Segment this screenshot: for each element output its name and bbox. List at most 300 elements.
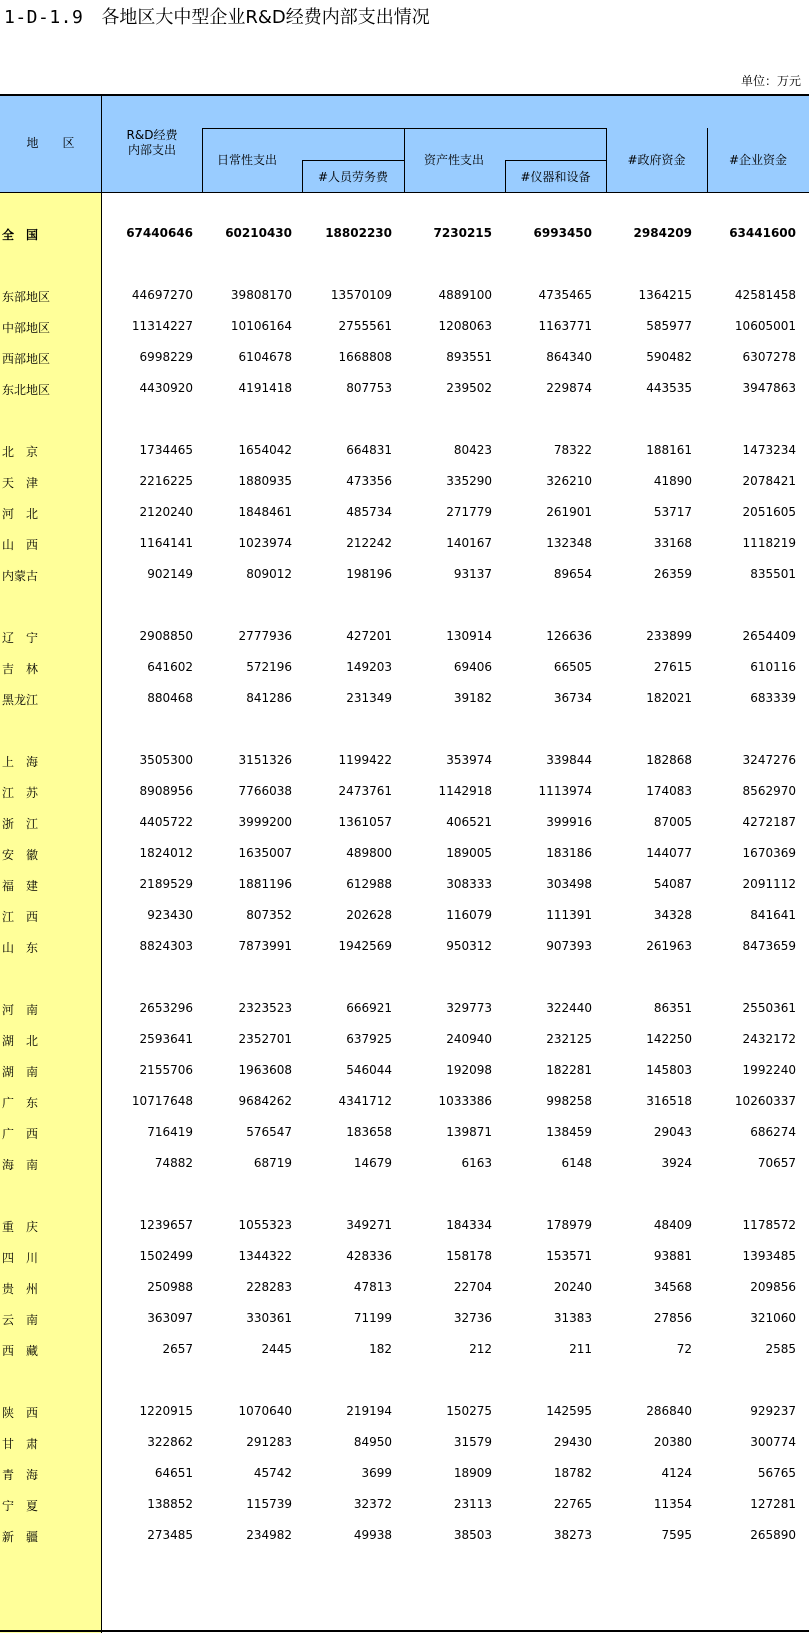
region-name: 广 西	[2, 1127, 39, 1141]
region-name: 内蒙古	[2, 569, 39, 583]
cell-rd-total: 1220915	[139, 1404, 193, 1418]
table-row	[0, 1247, 809, 1267]
cell-rd-total: 1164141	[139, 536, 193, 550]
cell-equipment: 182281	[546, 1063, 592, 1077]
cell-labor: 2755561	[338, 319, 392, 333]
cell-gov: 86351	[653, 1001, 692, 1015]
cell-labor: 231349	[346, 691, 392, 705]
cell-rd-total: 902149	[147, 567, 193, 581]
cell-gov: 182021	[646, 691, 692, 705]
table-row	[0, 1154, 809, 1174]
cell-labor: 149203	[346, 660, 392, 674]
cell-labor: 18802230	[325, 226, 392, 240]
region-name: 广 东	[2, 1096, 39, 1110]
cell-rd-total: 4430920	[139, 381, 193, 395]
region-name: 江 苏	[2, 786, 39, 800]
cell-labor: 637925	[346, 1032, 392, 1046]
subline-equipment	[505, 160, 606, 161]
cell-enterprise: 3947863	[742, 381, 796, 395]
cell-gov: 585977	[646, 319, 692, 333]
region-name: 安 徽	[2, 848, 39, 862]
header-enterprise: #企业资金	[728, 153, 788, 167]
cell-daily: 45742	[253, 1466, 292, 1480]
table-row	[0, 441, 809, 461]
region-name: 青 海	[2, 1468, 39, 1482]
cell-asset: 950312	[446, 939, 492, 953]
cell-gov: 188161	[646, 443, 692, 457]
cell-rd-total: 2593641	[139, 1032, 193, 1046]
cell-gov: 7595	[661, 1528, 692, 1542]
cell-labor: 612988	[346, 877, 392, 891]
cell-labor: 427201	[346, 629, 392, 643]
cell-equipment: 132348	[546, 536, 592, 550]
cell-daily: 1635007	[238, 846, 292, 860]
cell-rd-total: 3505300	[139, 753, 193, 767]
cell-equipment: 153571	[546, 1249, 592, 1263]
cell-equipment: 178979	[546, 1218, 592, 1232]
cell-asset: 406521	[446, 815, 492, 829]
region-name: 重 庆	[2, 1220, 39, 1234]
cell-labor: 666921	[346, 1001, 392, 1015]
table-row	[0, 782, 809, 802]
cell-labor: 183658	[346, 1125, 392, 1139]
cell-equipment: 183186	[546, 846, 592, 860]
cell-rd-total: 1824012	[139, 846, 193, 860]
cell-enterprise: 835501	[750, 567, 796, 581]
cell-daily: 2352701	[238, 1032, 292, 1046]
cell-rd-total: 641602	[147, 660, 193, 674]
cell-daily: 1880935	[238, 474, 292, 488]
cell-daily: 291283	[246, 1435, 292, 1449]
table-row	[0, 472, 809, 492]
cell-asset: 22704	[453, 1280, 492, 1294]
region-name: 海 南	[2, 1158, 39, 1172]
table-row	[0, 1340, 809, 1360]
cell-equipment: 36734	[553, 691, 592, 705]
region-name: 甘 肃	[2, 1437, 39, 1451]
cell-enterprise: 1118219	[742, 536, 796, 550]
cell-asset: 353974	[446, 753, 492, 767]
cell-gov: 182868	[646, 753, 692, 767]
table-row	[0, 751, 809, 771]
table-row	[0, 1278, 809, 1298]
cell-labor: 473356	[346, 474, 392, 488]
region-name: 新 疆	[2, 1530, 39, 1544]
cell-gov: 286840	[646, 1404, 692, 1418]
cell-daily: 60210430	[225, 226, 292, 240]
cell-daily: 7873991	[238, 939, 292, 953]
cell-equipment: 31383	[553, 1311, 592, 1325]
cell-asset: 39182	[453, 691, 492, 705]
cell-equipment: 229874	[546, 381, 592, 395]
cell-rd-total: 2155706	[139, 1063, 193, 1077]
table-row	[0, 999, 809, 1019]
cell-gov: 87005	[653, 815, 692, 829]
cell-labor: 202628	[346, 908, 392, 922]
region-name: 陕 西	[2, 1406, 39, 1420]
cell-rd-total: 2216225	[139, 474, 193, 488]
cell-equipment: 864340	[546, 350, 592, 364]
cell-rd-total: 250988	[147, 1280, 193, 1294]
cell-daily: 1344322	[238, 1249, 292, 1263]
cell-equipment: 138459	[546, 1125, 592, 1139]
cell-equipment: 89654	[553, 567, 592, 581]
cell-gov: 443535	[646, 381, 692, 395]
cell-asset: 6163	[461, 1156, 492, 1170]
cell-gov: 34328	[653, 908, 692, 922]
table-title: 各地区大中型企业R&D经费内部支出情况	[101, 7, 430, 28]
table-row	[0, 534, 809, 554]
cell-daily: 572196	[246, 660, 292, 674]
cell-daily: 330361	[246, 1311, 292, 1325]
table-row	[0, 627, 809, 647]
region-name: 天 津	[2, 476, 39, 490]
cell-rd-total: 11314227	[131, 319, 193, 333]
unit-label: 单位：万元	[740, 74, 801, 88]
cell-gov: 145803	[646, 1063, 692, 1077]
cell-enterprise: 265890	[750, 1528, 796, 1542]
cell-rd-total: 74882	[154, 1156, 193, 1170]
region-name: 宁 夏	[2, 1499, 39, 1513]
cell-labor: 664831	[346, 443, 392, 457]
cell-gov: 20380	[653, 1435, 692, 1449]
table-row	[0, 224, 809, 244]
cell-asset: 239502	[446, 381, 492, 395]
region-name: 东北地区	[2, 383, 51, 397]
table-bottom-border	[0, 1630, 809, 1632]
cell-asset: 335290	[446, 474, 492, 488]
region-name: 上 海	[2, 755, 39, 769]
cell-equipment: 29430	[553, 1435, 592, 1449]
cell-daily: 7766038	[238, 784, 292, 798]
cell-rd-total: 44697270	[131, 288, 193, 302]
cell-rd-total: 2657	[162, 1342, 193, 1356]
cell-equipment: 20240	[553, 1280, 592, 1294]
cell-equipment: 399916	[546, 815, 592, 829]
cell-equipment: 907393	[546, 939, 592, 953]
cell-asset: 329773	[446, 1001, 492, 1015]
table-row	[0, 1092, 809, 1112]
cell-rd-total: 273485	[147, 1528, 193, 1542]
cell-labor: 13570109	[330, 288, 392, 302]
cell-labor: 198196	[346, 567, 392, 581]
header-daily: 日常性支出	[216, 153, 277, 167]
cell-rd-total: 2120240	[139, 505, 193, 519]
cell-gov: 27856	[653, 1311, 692, 1325]
cell-enterprise: 10260337	[734, 1094, 796, 1108]
cell-enterprise: 2585	[765, 1342, 796, 1356]
cell-asset: 189005	[446, 846, 492, 860]
cell-asset: 23113	[453, 1497, 492, 1511]
cell-labor: 84950	[353, 1435, 392, 1449]
cell-labor: 485734	[346, 505, 392, 519]
table-row	[0, 1216, 809, 1236]
cell-enterprise: 1393485	[742, 1249, 796, 1263]
region-name: 山 东	[2, 941, 39, 955]
cell-equipment: 1113974	[538, 784, 592, 798]
cell-daily: 807352	[246, 908, 292, 922]
cell-labor: 349271	[346, 1218, 392, 1232]
cell-equipment: 6148	[561, 1156, 592, 1170]
cell-enterprise: 2654409	[742, 629, 796, 643]
cell-asset: 80423	[453, 443, 492, 457]
table-row	[0, 1402, 809, 1422]
cell-equipment: 998258	[546, 1094, 592, 1108]
cell-equipment: 66505	[553, 660, 592, 674]
cell-daily: 3999200	[238, 815, 292, 829]
cell-gov: 261963	[646, 939, 692, 953]
region-name: 全 国	[2, 228, 39, 242]
region-name: 辽 宁	[2, 631, 39, 645]
cell-enterprise: 6307278	[742, 350, 796, 364]
cell-asset: 1142918	[438, 784, 492, 798]
cell-labor: 489800	[346, 846, 392, 860]
region-name: 山 西	[2, 538, 39, 552]
cell-enterprise: 683339	[750, 691, 796, 705]
divider-rd	[202, 128, 203, 193]
cell-equipment: 18782	[553, 1466, 592, 1480]
cell-labor: 2473761	[338, 784, 392, 798]
cell-enterprise: 56765	[757, 1466, 796, 1480]
table-row	[0, 1030, 809, 1050]
cell-equipment: 22765	[553, 1497, 592, 1511]
cell-daily: 115739	[246, 1497, 292, 1511]
table-row	[0, 813, 809, 833]
cell-daily: 1963608	[238, 1063, 292, 1077]
cell-daily: 68719	[253, 1156, 292, 1170]
region-name: 湖 北	[2, 1034, 39, 1048]
cell-gov: 11354	[653, 1497, 692, 1511]
cell-asset: 192098	[446, 1063, 492, 1077]
divider-labor	[302, 160, 303, 193]
header-region: 地 区	[26, 136, 75, 150]
cell-enterprise: 1178572	[742, 1218, 796, 1232]
cell-rd-total: 1734465	[139, 443, 193, 457]
cell-gov: 233899	[646, 629, 692, 643]
cell-rd-total: 8908956	[139, 784, 193, 798]
cell-labor: 71199	[353, 1311, 392, 1325]
header-rd-total: R&D经费 内部支出	[126, 128, 178, 157]
region-name: 西部地区	[2, 352, 51, 366]
table-code: 1-D-1.9	[4, 7, 84, 28]
cell-rd-total: 67440646	[126, 226, 193, 240]
table-row	[0, 1495, 809, 1515]
cell-asset: 271779	[446, 505, 492, 519]
cell-enterprise: 127281	[750, 1497, 796, 1511]
cell-labor: 807753	[346, 381, 392, 395]
cell-enterprise: 10605001	[734, 319, 796, 333]
cell-enterprise: 1473234	[742, 443, 796, 457]
cell-rd-total: 923430	[147, 908, 193, 922]
cell-enterprise: 209856	[750, 1280, 796, 1294]
cell-rd-total: 6998229	[139, 350, 193, 364]
table-row	[0, 906, 809, 926]
cell-rd-total: 716419	[147, 1125, 193, 1139]
header-labor: #人员劳务费	[317, 170, 389, 184]
cell-asset: 130914	[446, 629, 492, 643]
cell-rd-total: 322862	[147, 1435, 193, 1449]
divider-gov	[606, 128, 607, 193]
cell-gov: 3924	[661, 1156, 692, 1170]
cell-enterprise: 63441600	[729, 226, 796, 240]
cell-equipment: 38273	[553, 1528, 592, 1542]
table-row	[0, 379, 809, 399]
cell-daily: 1881196	[238, 877, 292, 891]
subline-labor	[302, 160, 404, 161]
cell-rd-total: 8824303	[139, 939, 193, 953]
cell-labor: 47813	[353, 1280, 392, 1294]
cell-gov: 48409	[653, 1218, 692, 1232]
cell-gov: 41890	[653, 474, 692, 488]
cell-labor: 3699	[361, 1466, 392, 1480]
region-name: 贵 州	[2, 1282, 39, 1296]
cell-asset: 308333	[446, 877, 492, 891]
cell-enterprise: 2091112	[742, 877, 796, 891]
cell-gov: 27615	[653, 660, 692, 674]
table-row	[0, 1464, 809, 1484]
cell-gov: 72	[676, 1342, 692, 1356]
cell-equipment: 1163771	[538, 319, 592, 333]
cell-daily: 2445	[261, 1342, 292, 1356]
cell-gov: 54087	[653, 877, 692, 891]
cell-gov: 4124	[661, 1466, 692, 1480]
table-row	[0, 503, 809, 523]
region-name: 东部地区	[2, 290, 51, 304]
region-name: 江 西	[2, 910, 39, 924]
cell-labor: 1199422	[338, 753, 392, 767]
table-row	[0, 348, 809, 368]
cell-daily: 1055323	[238, 1218, 292, 1232]
cell-labor: 1942569	[338, 939, 392, 953]
cell-daily: 1023974	[238, 536, 292, 550]
cell-enterprise: 42581458	[734, 288, 796, 302]
cell-asset: 116079	[446, 908, 492, 922]
table-row	[0, 875, 809, 895]
cell-gov: 33168	[653, 536, 692, 550]
region-name: 浙 江	[2, 817, 39, 831]
cell-enterprise: 1992240	[742, 1063, 796, 1077]
cell-gov: 29043	[653, 1125, 692, 1139]
table-row	[0, 1309, 809, 1329]
cell-enterprise: 2078421	[742, 474, 796, 488]
cell-daily: 39808170	[230, 288, 292, 302]
cell-equipment: 261901	[546, 505, 592, 519]
cell-daily: 841286	[246, 691, 292, 705]
cell-asset: 139871	[446, 1125, 492, 1139]
cell-asset: 893551	[446, 350, 492, 364]
cell-asset: 38503	[453, 1528, 492, 1542]
cell-labor: 212242	[346, 536, 392, 550]
cell-daily: 228283	[246, 1280, 292, 1294]
cell-daily: 1070640	[238, 1404, 292, 1418]
cell-labor: 14679	[353, 1156, 392, 1170]
cell-rd-total: 2189529	[139, 877, 193, 891]
cell-enterprise: 8562970	[742, 784, 796, 798]
region-name: 福 建	[2, 879, 39, 893]
cell-labor: 32372	[353, 1497, 392, 1511]
cell-equipment: 322440	[546, 1001, 592, 1015]
cell-daily: 1848461	[238, 505, 292, 519]
cell-enterprise: 3247276	[742, 753, 796, 767]
header-asset: 资产性支出	[423, 153, 484, 167]
cell-asset: 184334	[446, 1218, 492, 1232]
table-row	[0, 286, 809, 306]
table-row	[0, 689, 809, 709]
page-title	[4, 6, 430, 30]
cell-labor: 219194	[346, 1404, 392, 1418]
cell-rd-total: 1502499	[139, 1249, 193, 1263]
cell-labor: 4341712	[338, 1094, 392, 1108]
cell-equipment: 111391	[546, 908, 592, 922]
cell-equipment: 339844	[546, 753, 592, 767]
cell-asset: 4889100	[438, 288, 492, 302]
cell-daily: 4191418	[238, 381, 292, 395]
cell-equipment: 211	[569, 1342, 592, 1356]
cell-asset: 69406	[453, 660, 492, 674]
cell-daily: 3151326	[238, 753, 292, 767]
cell-labor: 428336	[346, 1249, 392, 1263]
cell-rd-total: 1239657	[139, 1218, 193, 1232]
cell-gov: 93881	[653, 1249, 692, 1263]
cell-enterprise: 70657	[757, 1156, 796, 1170]
cell-asset: 158178	[446, 1249, 492, 1263]
cell-daily: 10106164	[230, 319, 292, 333]
cell-daily: 6104678	[238, 350, 292, 364]
cell-equipment: 126636	[546, 629, 592, 643]
cell-enterprise: 8473659	[742, 939, 796, 953]
cell-labor: 1668808	[338, 350, 392, 364]
table-row	[0, 565, 809, 585]
cell-daily: 2777936	[238, 629, 292, 643]
cell-daily: 576547	[246, 1125, 292, 1139]
cell-rd-total: 138852	[147, 1497, 193, 1511]
region-name: 北 京	[2, 445, 39, 459]
divider-equipment	[505, 160, 506, 193]
cell-enterprise: 2550361	[742, 1001, 796, 1015]
table-row	[0, 1526, 809, 1546]
region-name: 黑龙江	[2, 693, 39, 707]
region-name: 四 川	[2, 1251, 39, 1265]
cell-asset: 93137	[453, 567, 492, 581]
table-row	[0, 937, 809, 957]
cell-rd-total: 4405722	[139, 815, 193, 829]
cell-asset: 1208063	[438, 319, 492, 333]
cell-enterprise: 4272187	[742, 815, 796, 829]
cell-enterprise: 929237	[750, 1404, 796, 1418]
table-row	[0, 317, 809, 337]
cell-equipment: 6993450	[533, 226, 592, 240]
cell-gov: 26359	[653, 567, 692, 581]
cell-daily: 1654042	[238, 443, 292, 457]
cell-enterprise: 2051605	[742, 505, 796, 519]
cell-gov: 142250	[646, 1032, 692, 1046]
table-row	[0, 1433, 809, 1453]
cell-enterprise: 841641	[750, 908, 796, 922]
cell-enterprise: 321060	[750, 1311, 796, 1325]
cell-asset: 212	[469, 1342, 492, 1356]
cell-equipment: 142595	[546, 1404, 592, 1418]
cell-gov: 590482	[646, 350, 692, 364]
region-name: 西 藏	[2, 1344, 39, 1358]
cell-asset: 1033386	[438, 1094, 492, 1108]
cell-enterprise: 1670369	[742, 846, 796, 860]
cell-equipment: 4735465	[538, 288, 592, 302]
region-name: 云 南	[2, 1313, 39, 1327]
cell-enterprise: 610116	[750, 660, 796, 674]
cell-labor: 182	[369, 1342, 392, 1356]
cell-enterprise: 300774	[750, 1435, 796, 1449]
cell-daily: 9684262	[238, 1094, 292, 1108]
